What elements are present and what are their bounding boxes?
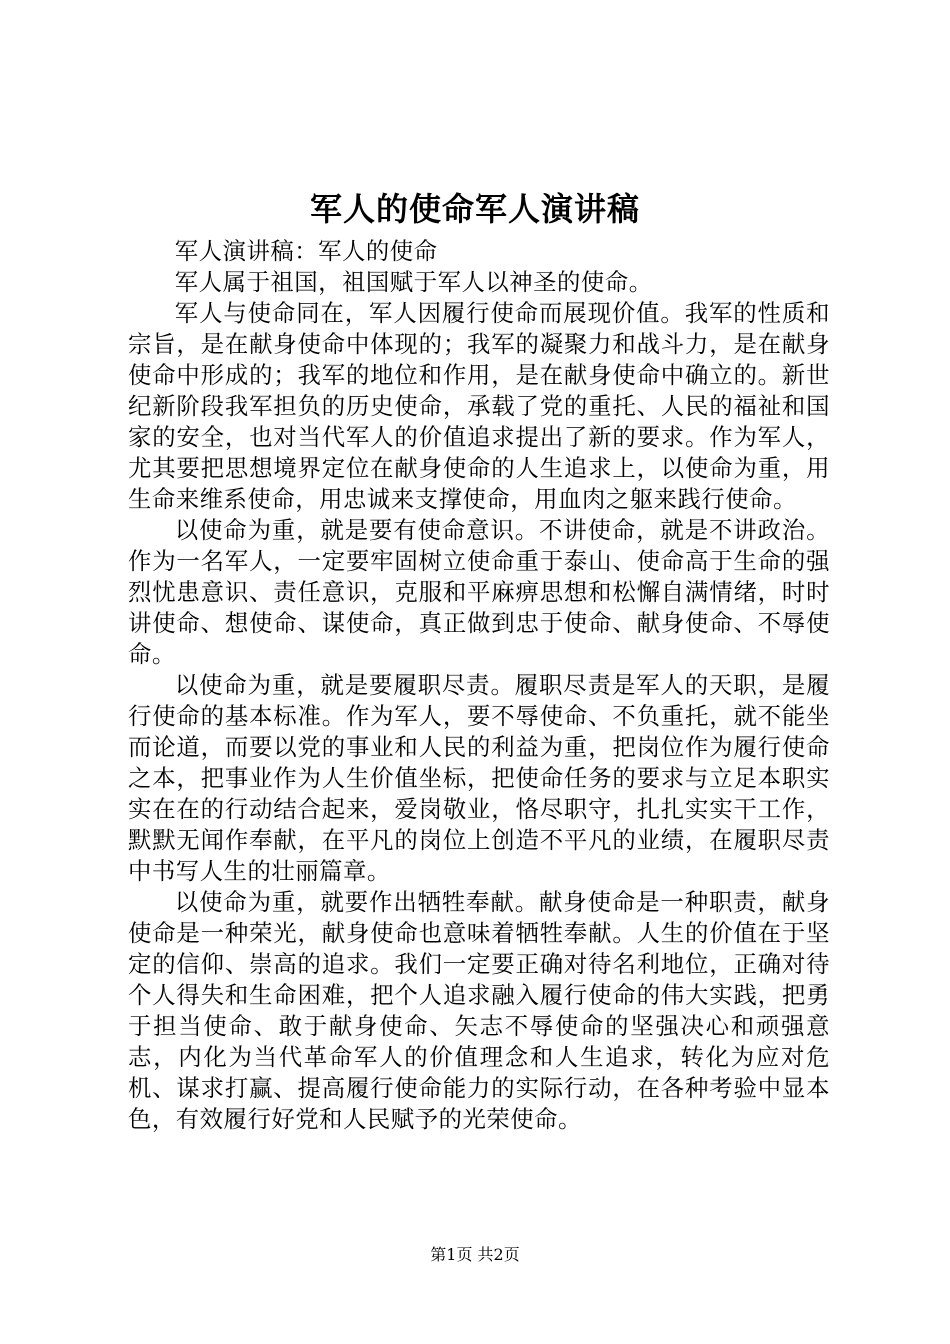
paragraph-duty: 以使命为重，就是要履职尽责。履职尽责是军人的天职，是履行使命的基本标准。作为军人，要不辱使命、不负重托，就不能坐而论道，而要以党的事业和人民的利益为重，把岗位作为履行使命之本，把事业作为人生价值坐标，把使命任务的要求与立足本职实实在在的行动结合起来，爱岗敬业，恪尽职守，扎扎实实干工作，默默无闻作奉献，在平凡的岗位上创造不平凡的业绩，在履职尽责中书写人生的壮丽篇章。 <box>128 671 830 885</box>
paragraph-sacrifice: 以使命为重，就要作出牺牲奉献。献身使命是一种职责，献身使命是一种荣光，献身使命也意味着牺牲奉献。人生的价值在于坚定的信仰、崇高的追求。我们一定要正确对待名利地位，正确对待个人得失和生命困难，把个人追求融入履行使命的伟大实践，把勇于担当使命、敢于献身使命、矢志不辱使命的坚强决心和顽强意志，内化为当代革命军人的价值理念和人生追求，转化为应对危机、谋求打赢、提高履行使命能力的实际行动，在各种考验中显本色，有效履行好党和人民赋予的光荣使命。 <box>128 888 830 1133</box>
document-title: 军人的使命军人演讲稿 <box>309 190 640 228</box>
paragraph-mission-value: 军人与使命同在，军人因履行使命而展现价值。我军的性质和宗旨，是在献身使命中体现的；我军的凝聚力和战斗力，是在献身使命中形成的；我军的地位和作用，是在献身使命中确立的。新世纪新阶段我军担负的历史使命，承载了党的重托、人民的福祉和国家的安全，也对当代军人的价值追求提出了新的要求。作为军人，尤其要把思想境界定位在献身使命的人生追求上，以使命为重，用生命来维系使命，用忠诚来支撑使命，用血肉之躯来践行使命。 <box>128 299 830 513</box>
document-body <box>128 236 830 1135</box>
paragraph-subtitle: 军人演讲稿：军人的使命 <box>174 237 438 265</box>
paragraph-mission-awareness: 以使命为重，就是要有使命意识。不讲使命，就是不讲政治。作为一名军人，一定要牢固树立使命重于泰山、使命高于生命的强烈忧患意识、责任意识，克服和平麻痹思想和松懈自满情绪，时时讲使命、想使命、谋使命，真正做到忠于使命、献身使命、不辱使命。 <box>128 516 830 668</box>
page-footer: 第1页 共2页 <box>430 1245 520 1264</box>
paragraph-intro: 军人属于祖国，祖国赋于军人以神圣的使命。 <box>174 268 653 296</box>
